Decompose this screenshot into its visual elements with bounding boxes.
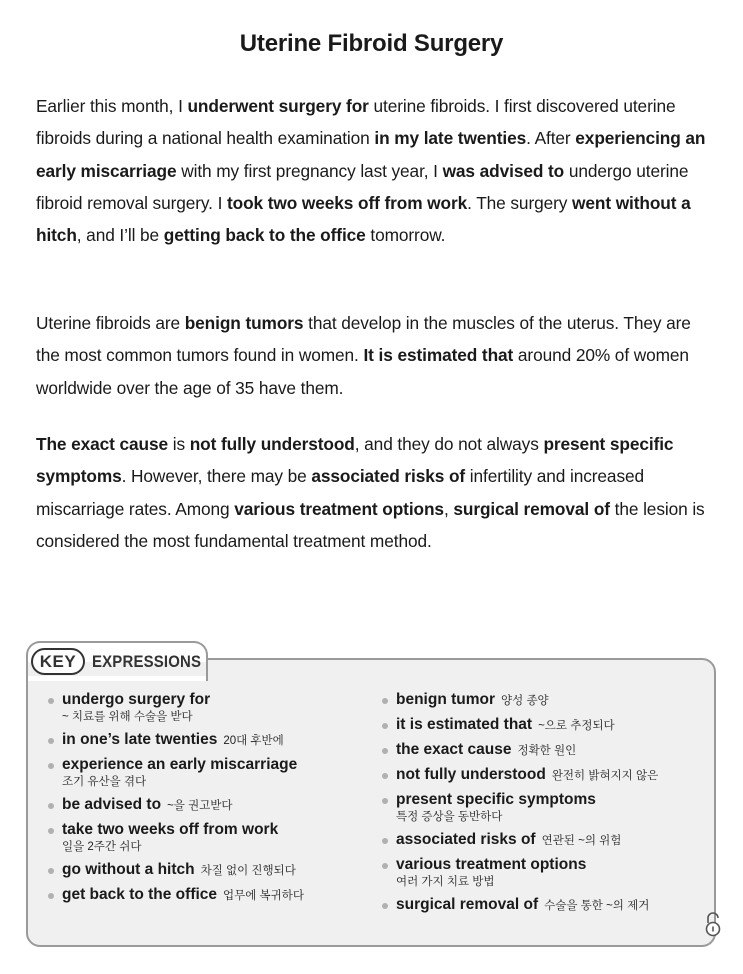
expression-english: benign tumor [396, 691, 496, 708]
text-run: . However, there may be [121, 466, 312, 487]
expression-item [382, 790, 702, 825]
text-run: the lesion is considered the most fundamental treatment method. [36, 498, 705, 551]
expression-english: present specific symptoms [396, 791, 596, 808]
expression-korean: 정확한 원인 [517, 745, 577, 757]
expression-item [382, 715, 702, 735]
text-run: that develop in the muscles of the uterus. They are the most common tumors found in women. [36, 313, 691, 366]
expression-korean: 완전히 밝혀지지 않은 [551, 770, 659, 782]
key-label: KEY [31, 648, 85, 675]
bold-phrase: It is estimated that [363, 345, 514, 366]
expression-item [48, 730, 358, 750]
bold-phrase: experiencing an early miscarriage [36, 128, 706, 181]
expression-item [382, 740, 702, 760]
expression-korean: 여러 가지 치료 방법 [396, 876, 495, 888]
expression-english: be advised to [62, 796, 162, 813]
expression-korean: 조기 유산을 겪다 [62, 776, 147, 788]
lock-icon [704, 910, 722, 938]
expression-english: associated risks of [396, 831, 536, 848]
expression-english: in one’s late twenties [62, 731, 218, 748]
expression-english: experience an early miscarriage [62, 756, 298, 773]
expression-korean: 연관된 ~의 위험 [541, 835, 622, 847]
bold-phrase: went without a hitch [36, 192, 691, 246]
paragraph-2 [36, 307, 711, 404]
bold-phrase: surgical removal of [453, 498, 610, 519]
expression-item [48, 885, 358, 905]
expression-korean: ~으로 추정되다 [538, 720, 615, 732]
text-run: infertility and increased miscarriage rates. Among [36, 466, 645, 519]
expression-item [48, 690, 358, 725]
bold-phrase: underwent surgery for [187, 96, 369, 116]
page-title: Uterine Fibroid Surgery [239, 30, 504, 57]
expression-korean: 일을 2주간 쉬다 [62, 841, 142, 853]
expressions-label: EXPRESSIONS [92, 652, 202, 671]
text-run: , [443, 498, 454, 519]
bold-phrase: present specific symptoms [36, 434, 674, 487]
bold-phrase: benign tumors [184, 313, 304, 333]
key-expressions-right-list [382, 690, 702, 920]
paragraph-1 [36, 90, 711, 251]
expression-korean: 업무에 복귀하다 [223, 890, 304, 902]
bold-phrase: took two weeks off from work [226, 192, 468, 213]
text-run: . The surgery [467, 192, 573, 213]
text-run: Uterine fibroids are [36, 313, 185, 333]
expression-english: it is estimated that [396, 716, 533, 733]
expression-item [48, 795, 358, 815]
bold-phrase: getting back to the office [163, 225, 366, 246]
bold-phrase: The exact cause [36, 434, 169, 454]
expression-item [382, 765, 702, 785]
text-run: , and I’ll be [76, 225, 164, 246]
expression-english: various treatment options [396, 856, 587, 873]
text-run: , and they do not always [354, 434, 544, 454]
text-run: with my first pregnancy last year, I [176, 160, 443, 181]
expression-english: surgical removal of [396, 896, 539, 913]
text-run: tomorrow. [365, 225, 446, 246]
bold-phrase: associated risks of [311, 466, 466, 487]
expression-korean: 양성 종양 [501, 695, 549, 707]
expression-korean: 20대 후반에 [223, 735, 284, 747]
bold-phrase: not fully understood [189, 434, 355, 454]
text-run: is [168, 434, 190, 454]
expression-korean: ~을 권고받다 [167, 800, 233, 812]
text-run: Earlier this month, I [36, 96, 188, 116]
text-run: around 20% of women worldwide over the age of 35 have them. [36, 345, 689, 398]
text-run: . After [526, 128, 576, 149]
text-run: uterine fibroids. I first discovered uterine fibroids during a national health examination [36, 96, 676, 149]
bold-phrase: in my late twenties [374, 128, 527, 149]
expression-korean: 특정 증상을 동반하다 [396, 811, 503, 823]
expression-english: go without a hitch [62, 861, 195, 878]
expression-item [382, 690, 702, 710]
expression-english: undergo surgery for [62, 691, 211, 708]
expression-korean: 차질 없이 진행되다 [200, 865, 296, 877]
paragraph-3 [36, 428, 711, 557]
expression-english: the exact cause [396, 741, 512, 758]
key-expressions-left-list [48, 690, 358, 910]
expression-english: take two weeks off from work [62, 821, 279, 838]
expression-item [382, 895, 702, 915]
expression-item [382, 855, 702, 890]
expression-item [48, 860, 358, 880]
expression-korean: 수술을 통한 ~의 제거 [544, 900, 650, 912]
expression-item [48, 820, 358, 855]
expression-english: not fully understood [396, 766, 546, 783]
expression-korean: ~ 치료를 위해 수술을 받다 [62, 711, 193, 723]
expression-item [48, 755, 358, 790]
bold-phrase: was advised to [442, 160, 565, 181]
text-run: undergo uterine fibroid removal surgery. I [36, 160, 689, 213]
bold-phrase: various treatment options [234, 498, 444, 519]
expression-item [382, 830, 702, 850]
expression-english: get back to the office [62, 886, 218, 903]
